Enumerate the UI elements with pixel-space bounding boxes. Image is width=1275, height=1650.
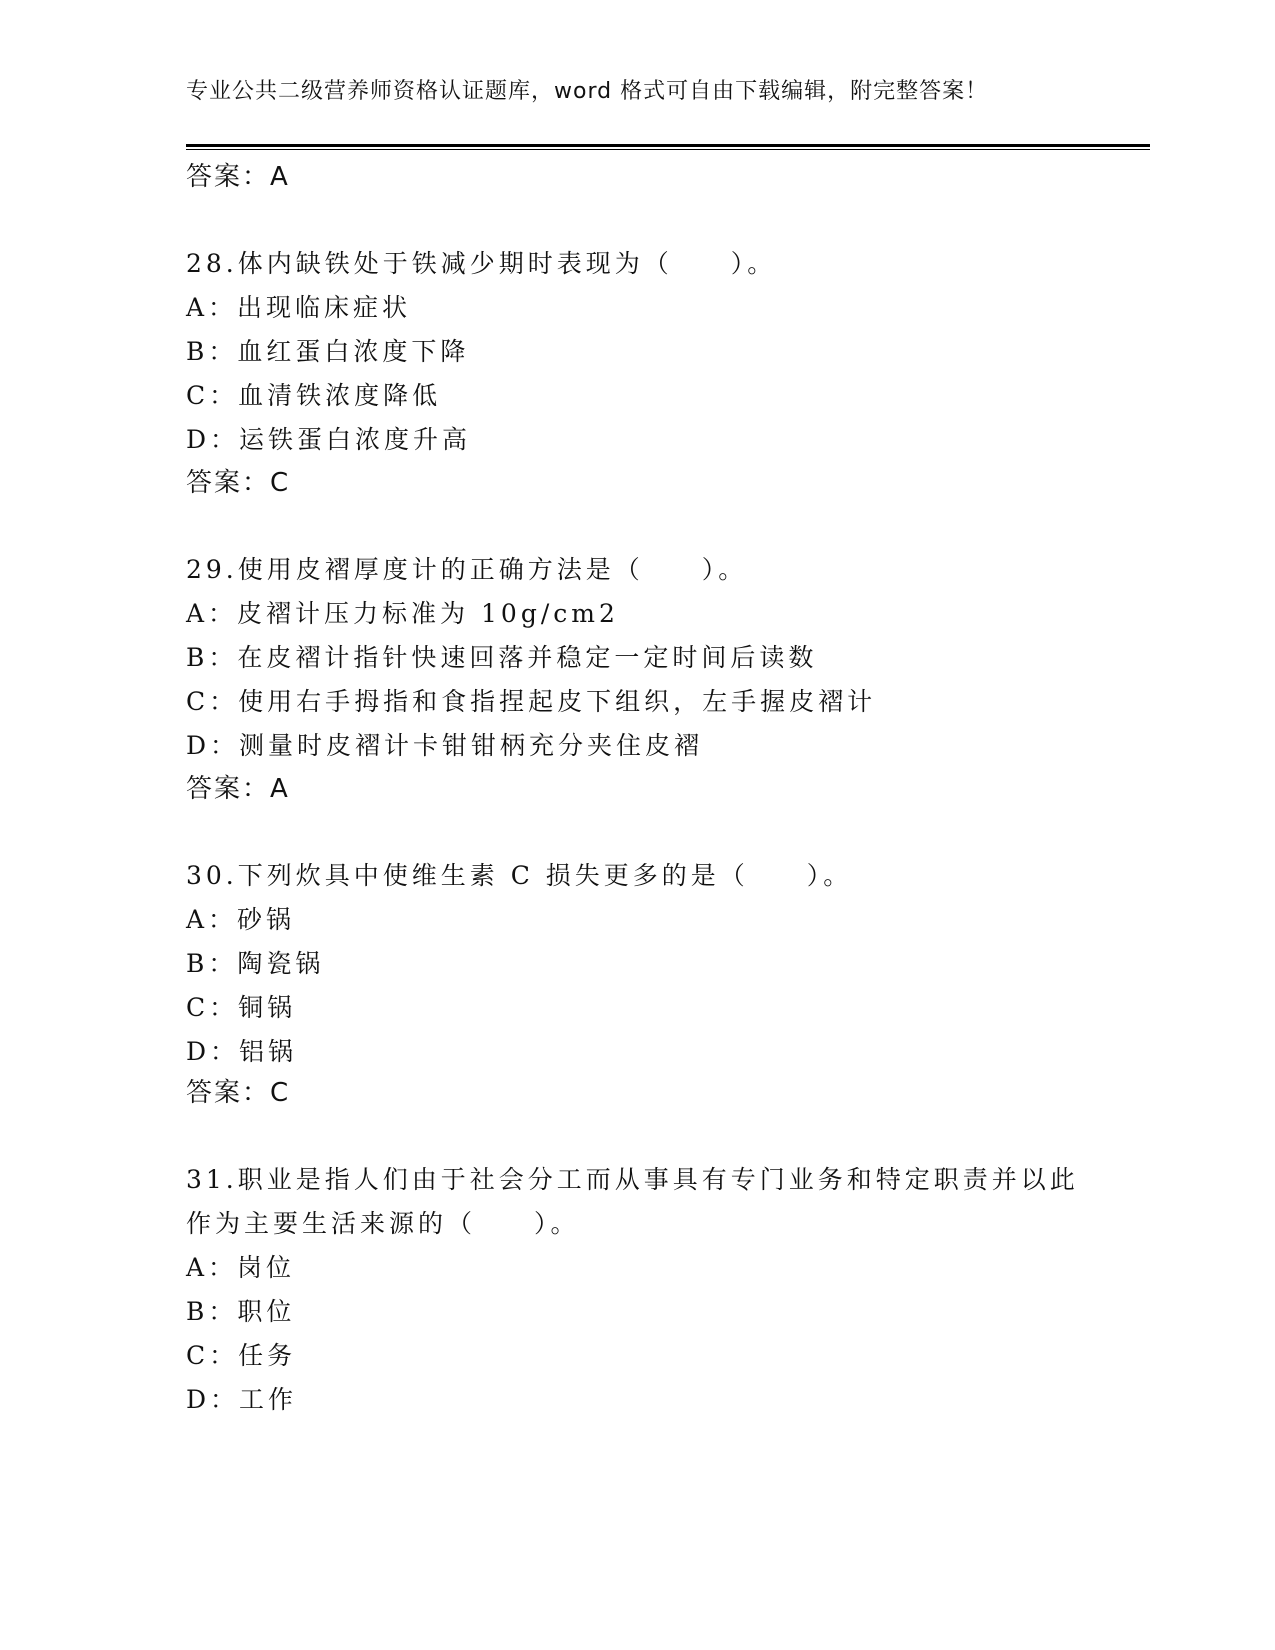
question-30-option-d: D：铝锅 [186, 1037, 298, 1066]
question-30-answer: 答案：C [186, 1078, 291, 1108]
question-28-option-c: C：血清铁浓度降低 [186, 381, 442, 410]
question-29-option-c: C：使用右手拇指和食指捏起皮下组织，左手握皮褶计 [186, 687, 877, 716]
question-28-option-a: A：出现临床症状 [186, 293, 412, 322]
question-28-option-d: D：运铁蛋白浓度升高 [186, 425, 472, 454]
question-31-option-c: C：任务 [186, 1341, 297, 1370]
question-29-stem: 29.使用皮褶厚度计的正确方法是（ ）。 [186, 555, 748, 584]
question-31-option-a: A：岗位 [186, 1253, 296, 1282]
question-28-answer: 答案：C [186, 468, 291, 498]
question-30-option-a: A：砂锅 [186, 905, 296, 934]
question-31-option-d: D：工作 [186, 1385, 298, 1414]
question-29-option-b: B：在皮褶计指针快速回落并稳定一定时间后读数 [186, 643, 818, 672]
question-29-option-d: D：测量时皮褶计卡钳钳柄充分夹住皮褶 [186, 731, 704, 760]
question-29-option-a: A：皮褶计压力标准为 10g/cm2 [186, 599, 619, 628]
question-30-option-c: C：铜锅 [186, 993, 297, 1022]
question-30-stem: 30.下列炊具中使维生素 C 损失更多的是（ ）。 [186, 861, 853, 890]
header-rule-thin [186, 149, 1150, 150]
answer-27: 答案：A [186, 162, 290, 192]
question-31-stem-line-1: 31.职业是指人们由于社会分工而从事具有专门业务和特定职责并以此 [186, 1165, 1079, 1194]
header-rule-thick [186, 144, 1150, 147]
question-28-option-b: B：血红蛋白浓度下降 [186, 337, 470, 366]
page-header: 专业公共二级营养师资格认证题库，word 格式可自由下载编辑，附完整答案！ [186, 79, 989, 104]
question-31-option-b: B：职位 [186, 1297, 296, 1326]
question-30-option-b: B：陶瓷锅 [186, 949, 325, 978]
question-29-answer: 答案：A [186, 774, 290, 804]
question-28-stem: 28.体内缺铁处于铁减少期时表现为（ ）。 [186, 249, 777, 278]
question-31-stem-line-2: 作为主要生活来源的（ ）。 [186, 1209, 580, 1238]
